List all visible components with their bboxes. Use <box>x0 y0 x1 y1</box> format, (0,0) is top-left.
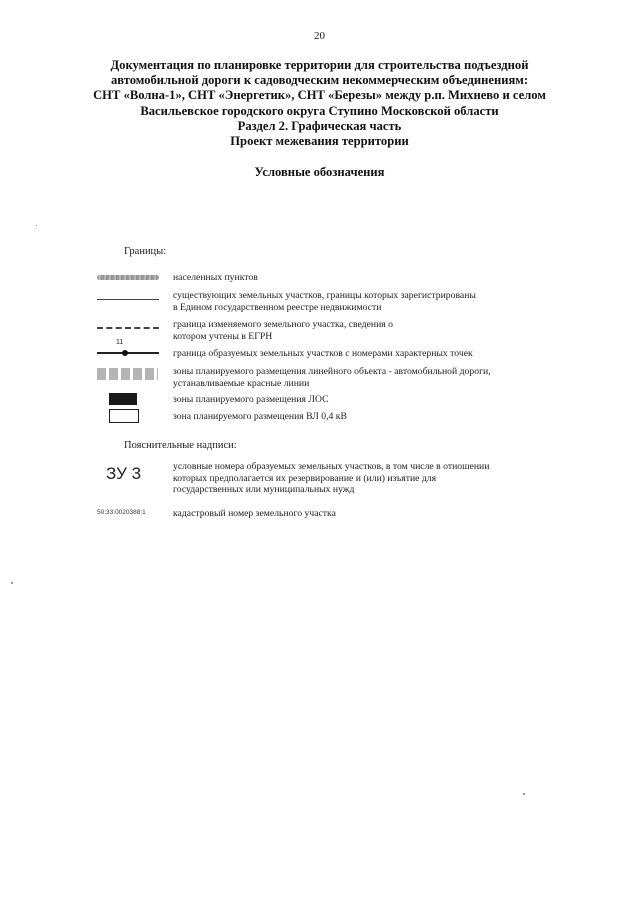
description-line: государственных или муниципальных нужд <box>173 484 355 495</box>
characteristic-point-icon <box>122 350 128 356</box>
cadastral-number-sample: 50:33:0020388:1 <box>97 509 146 516</box>
los-zone-symbol <box>109 393 137 405</box>
scan-speck <box>36 225 37 226</box>
legend-description <box>173 348 543 360</box>
page-number: 20 <box>314 30 325 42</box>
description-line: зоны планируемого размещения ЛОС <box>173 394 329 405</box>
boundaries-label: Границы: <box>124 246 167 257</box>
legend-description <box>173 394 543 406</box>
legend-description <box>173 508 543 520</box>
changed-parcel-boundary-symbol <box>97 327 159 329</box>
description-line: существующих земельных участков, границы которых зарегистрированы <box>173 290 476 301</box>
description-line: которых предполагается их резервирование и (или) изъятие для <box>173 472 437 484</box>
formed-parcel-boundary-symbol <box>97 352 159 354</box>
description-line: в Едином государственном реестре недвижимости <box>173 301 382 313</box>
notes-label: Пояснительные надписи: <box>124 440 237 451</box>
title-line: автомобильной дороги к садоводческим некоммерческим объединениям: <box>110 73 529 88</box>
registered-parcel-boundary-symbol <box>97 299 159 300</box>
point-number: 11 <box>116 339 124 346</box>
settlement-boundary-symbol <box>97 275 159 280</box>
subsection-title: Проект межевания территории <box>230 134 409 149</box>
legend-description <box>173 319 543 342</box>
legend-description <box>173 272 543 284</box>
section-title: Раздел 2. Графическая часть <box>237 118 402 133</box>
title-line: Васильевское городского округа Ступино Московской области <box>140 103 499 118</box>
description-line: устанавливаемые красные линии <box>173 377 310 389</box>
scan-speck <box>11 582 13 584</box>
legend-description <box>173 290 543 313</box>
description-line: зона планируемого размещения ВЛ 0,4 кВ <box>173 411 347 422</box>
description-line: граница изменяемого земельного участка, сведения о <box>173 319 394 330</box>
description-line: условные номера образуемых земельных участков, в том числе в отношении <box>173 461 490 472</box>
description-line: граница образуемых земельных участков с номерами характерных точек <box>173 348 473 359</box>
description-line: котором учтены в ЕГРН <box>173 330 273 342</box>
document-title <box>40 58 599 149</box>
vl-zone-symbol <box>109 409 139 423</box>
legend-description <box>173 366 543 389</box>
legend-description <box>173 411 543 423</box>
parcel-number-sample: ЗУ 3 <box>106 464 142 483</box>
legend-description <box>173 461 543 496</box>
scan-speck <box>523 793 525 795</box>
description-line: зоны планируемого размещения линейного объекта - автомобильной дороги, <box>173 366 491 377</box>
title-line: СНТ «Волна-1», СНТ «Энергетик», СНТ «Березы» между р.п. Михнево и селом <box>93 88 546 103</box>
description-line: населенных пунктов <box>173 272 258 283</box>
road-zone-symbol <box>97 368 158 380</box>
legend-heading: Условные обозначения <box>254 165 385 179</box>
title-line: Документация по планировке территории для строительства подъездной <box>110 58 529 72</box>
description-line: кадастровый номер земельного участка <box>173 508 336 519</box>
